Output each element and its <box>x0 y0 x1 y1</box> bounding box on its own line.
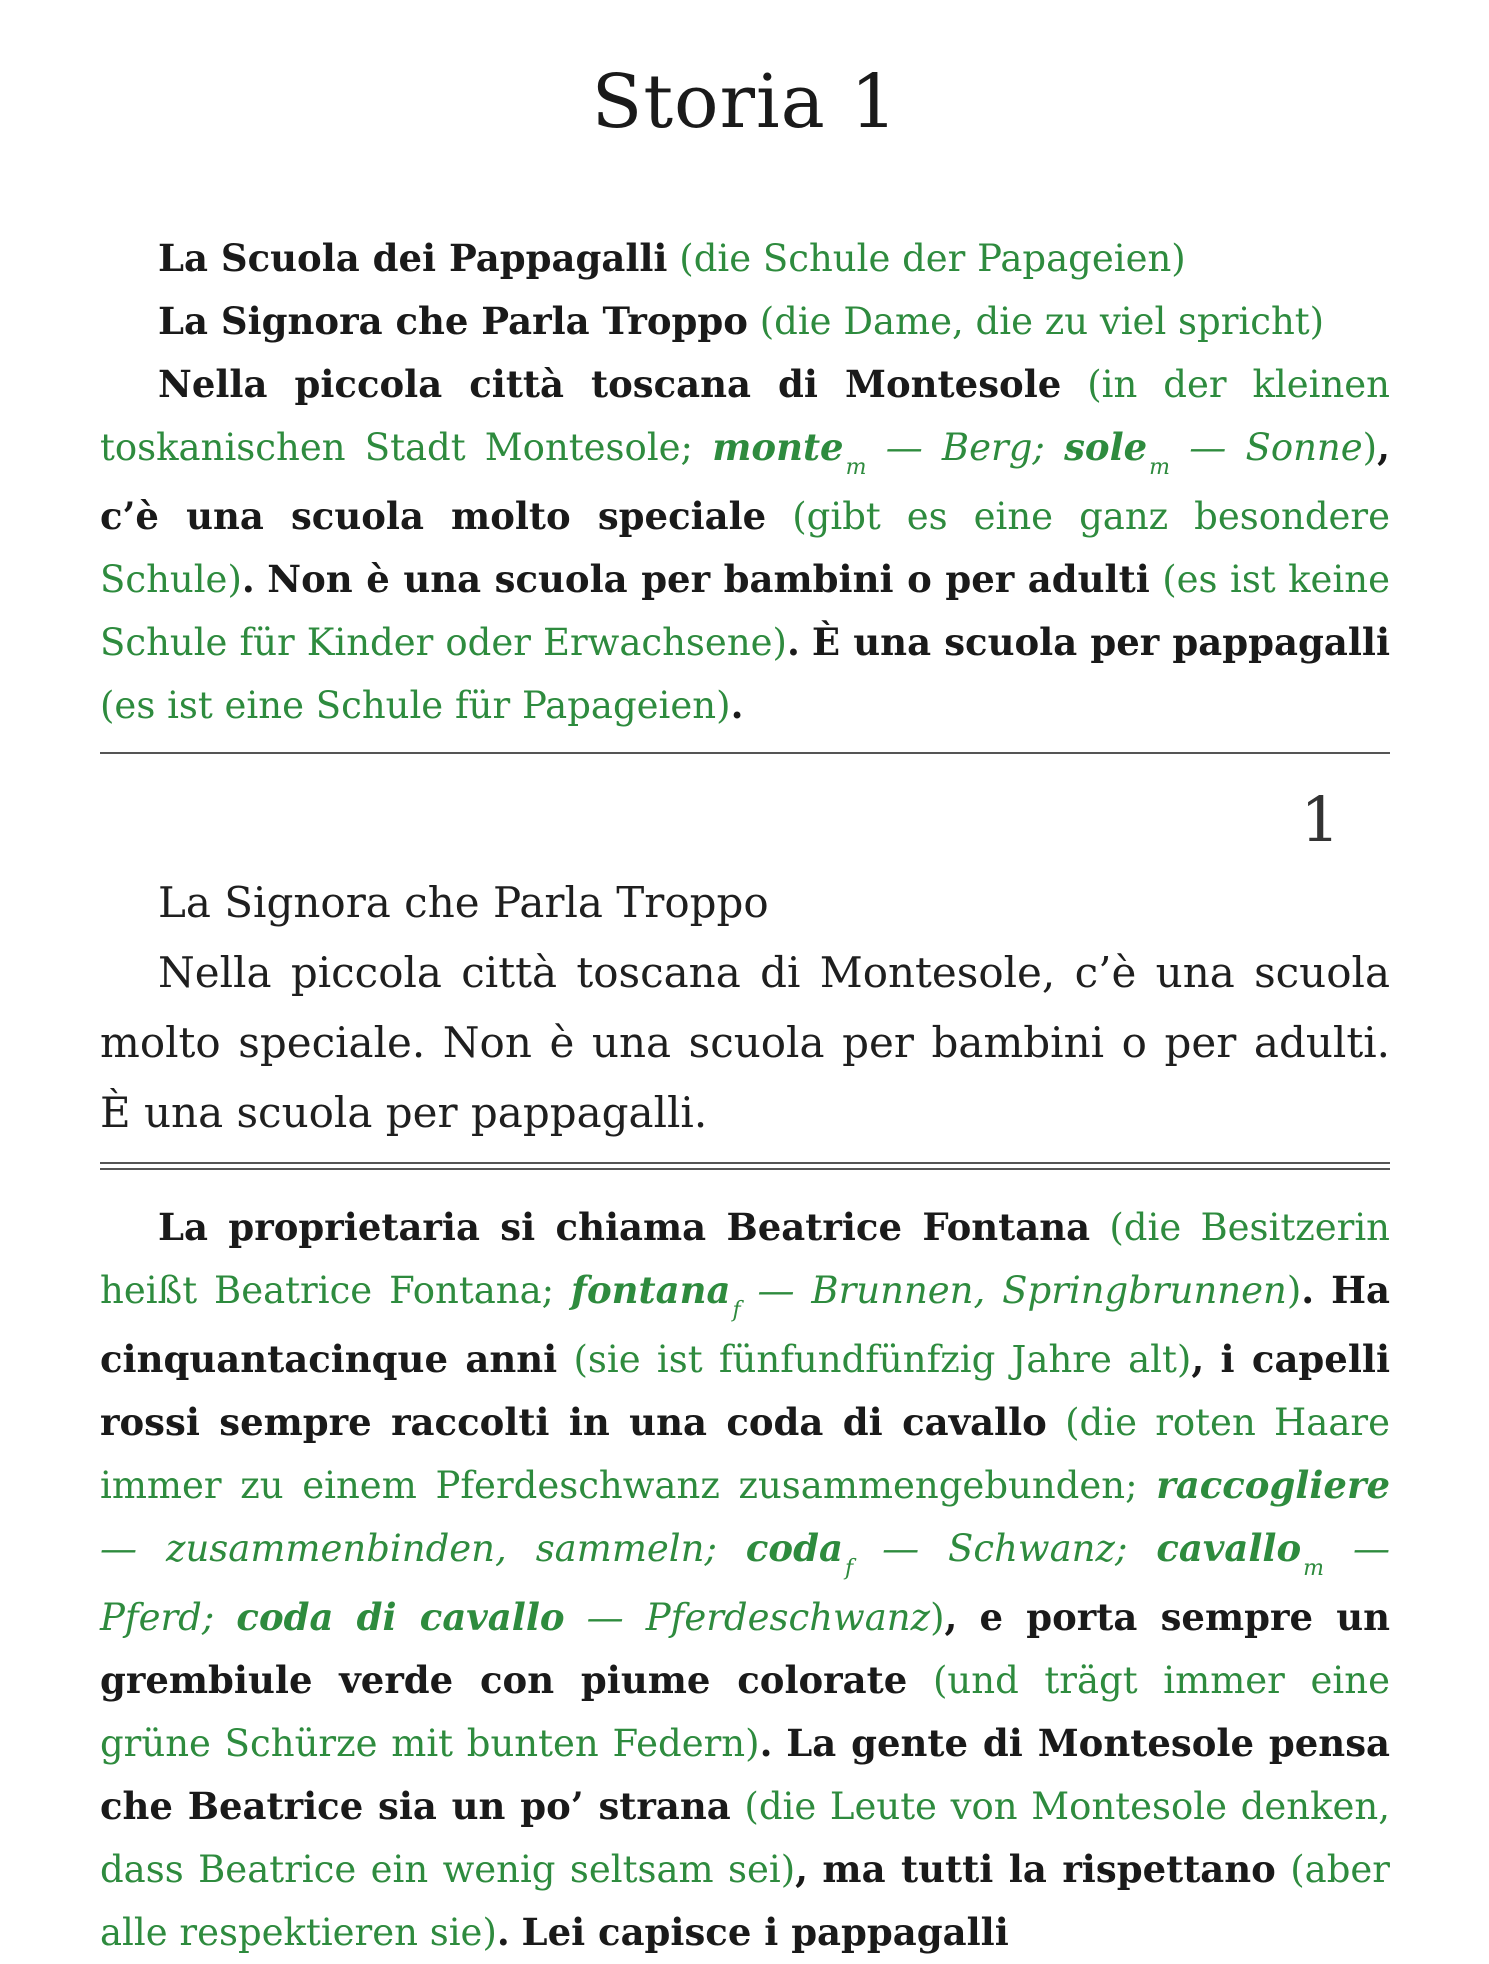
vocab-word: coda <box>745 1526 843 1570</box>
vocab-translation: — Pferd; <box>100 1527 1391 1639</box>
german-translation: (die Schule der Papageien) <box>679 237 1186 280</box>
vocab-word: raccogliere <box>1156 1463 1390 1507</box>
italian-text: ma tutti la rispettano <box>822 1847 1276 1891</box>
annotated-paragraph: Nella piccola città toscana di Montesole (in der kleinen toskanischen Stadt Montesole; monte$_m$ — Berg; sole$_m$ — Sonne), c’è una scuola molto speciale (gibt es eine ganz besondere Schule). Non è una scuola per bambini o per adulti (es ist keine Schule für Kinder oder Erwachsene). È una scuola per pappagalli (es ist eine Schule für Papageien). <box>100 362 1390 727</box>
italian-text: La Signora che Parla Troppo <box>158 299 748 343</box>
plain-text-block <box>100 868 1390 1148</box>
vocab-word: cavallo <box>1156 1526 1302 1570</box>
italian-text: La proprietaria si chiama Beatrice Fontana <box>158 1205 1091 1249</box>
gender-marker: f <box>844 1556 854 1581</box>
italian-text: Non è una scuola per bambini o per adulti <box>267 557 1150 601</box>
page <box>100 0 1391 1954</box>
vocab-word: coda di cavallo <box>236 1595 565 1639</box>
italian-text: i capelli rossi sempre raccolti in una coda di cavallo <box>100 1337 1391 1444</box>
italian-text: Lei capisce i pappagalli <box>521 1910 1009 1954</box>
plain-heading: La Signora che Parla Troppo <box>158 878 769 927</box>
gender-marker: f <box>732 1298 741 1323</box>
german-translation: (es ist eine Schule für Papageien) <box>100 684 731 727</box>
section-divider <box>100 752 1390 754</box>
italian-text: La gente di Montesole pensa che Beatrice sia un po’ strana <box>100 1721 1390 1828</box>
german-translation: (sie ist fünfundfünfzig Jahre alt) <box>573 1338 1192 1381</box>
german-translation: (gibt es eine ganz besondere Schule) <box>100 495 1390 601</box>
gender-marker: m <box>1149 455 1171 480</box>
italian-text: Ha cinquantacinque anni <box>100 1268 1390 1381</box>
german-translation: (aber alle respektieren sie) <box>100 1848 1390 1954</box>
italian-text: La Scuola dei Pappagalli <box>158 236 668 280</box>
annotated-text-block-1 <box>100 227 1390 737</box>
double-divider <box>100 1162 1390 1170</box>
vocab-translation: — zusammenbinden, sammeln; <box>100 1527 746 1570</box>
italian-text: c’è una scuola molto speciale <box>100 494 767 538</box>
german-translation: (und trägt immer eine grüne Schürze mit bunten Federn) <box>100 1659 1390 1765</box>
gender-marker: m <box>845 455 867 480</box>
vocab-translation: — Berg; <box>866 426 1065 469</box>
german-translation: (die roten Haare immer zu einem Pferdeschwanz zusammengebunden; raccogliere — zusammenbinden, sammeln; coda$_f$ — Schwanz; cavallo$_m$ — Pferd; coda di cavallo — Pferdeschwanz) <box>100 1401 1391 1639</box>
german-translation: (die Besitzerin heißt Beatrice Fontana; fontana$_f$ — Brunnen, Springbrunnen) <box>100 1206 1390 1323</box>
vocab-translation: — Pferdeschwanz <box>564 1596 931 1639</box>
title-line <box>100 227 1390 290</box>
subtitle-line <box>100 290 1390 353</box>
german-translation: (es ist keine Schule für Kinder oder Erwachsene) <box>100 558 1390 664</box>
vocab-word: sole <box>1064 425 1148 469</box>
plain-paragraph: Nella piccola città toscana di Montesole, c’è una scuola molto speciale. Non è una scuola per bambini o per adulti. È una scuola per pappagalli. <box>100 948 1390 1137</box>
vocab-translation: — Schwanz; <box>853 1527 1157 1570</box>
german-translation: (die Leute von Montesole denken, dass Beatrice ein wenig seltsam sei) <box>100 1785 1391 1891</box>
german-translation: (in der kleinen toskanischen Stadt Montesole; monte$_m$ — Berg; sole$_m$ — Sonne) <box>100 363 1390 480</box>
annotated-text-block-2 <box>100 1196 1390 1964</box>
german-translation: (die Dame, die zu viel spricht) <box>759 300 1325 343</box>
vocab-translation: — Sonne <box>1170 426 1363 469</box>
vocab-word: monte <box>712 425 844 469</box>
page-title: Storia 1 <box>591 59 899 145</box>
vocab-word: fontana <box>571 1268 731 1312</box>
italian-text: e porta sempre un grembiule verde con piume colorate <box>100 1595 1391 1702</box>
italian-text: È una scuola per pappagalli <box>811 620 1390 664</box>
italian-text: Nella piccola città toscana di Montesole <box>158 362 1062 406</box>
gender-marker: m <box>1303 1556 1325 1581</box>
annotated-paragraph: La proprietaria si chiama Beatrice Fontana (die Besitzerin heißt Beatrice Fontana; fontana$_f$ — Brunnen, Springbrunnen). Ha cinquantacinque anni (sie ist fünfundfünfzig Jahre alt), i capelli rossi sempre raccolti in una coda di cavallo (die roten Haare immer zu einem Pferdeschwanz zusammengebunden; raccogliere — zusammenbinden, sammeln; coda$_f$ — Schwanz; cavallo$_m$ — Pferd; coda di cavallo — Pferdeschwanz), e porta sempre un grembiule verde con piume colorate (und trägt immer eine grüne Schürze mit bunten Federn). La gente di Montesole pensa che Beatrice sia un po’ strana (die Leute von Montesole denken, dass Beatrice ein wenig seltsam sei), ma tutti la rispettano (aber alle respektieren sie). Lei capisce i pappagalli <box>100 1205 1391 1954</box>
vocab-translation: — Brunnen, Springbrunnen <box>740 1269 1287 1312</box>
section-number: 1 <box>1300 783 1340 856</box>
